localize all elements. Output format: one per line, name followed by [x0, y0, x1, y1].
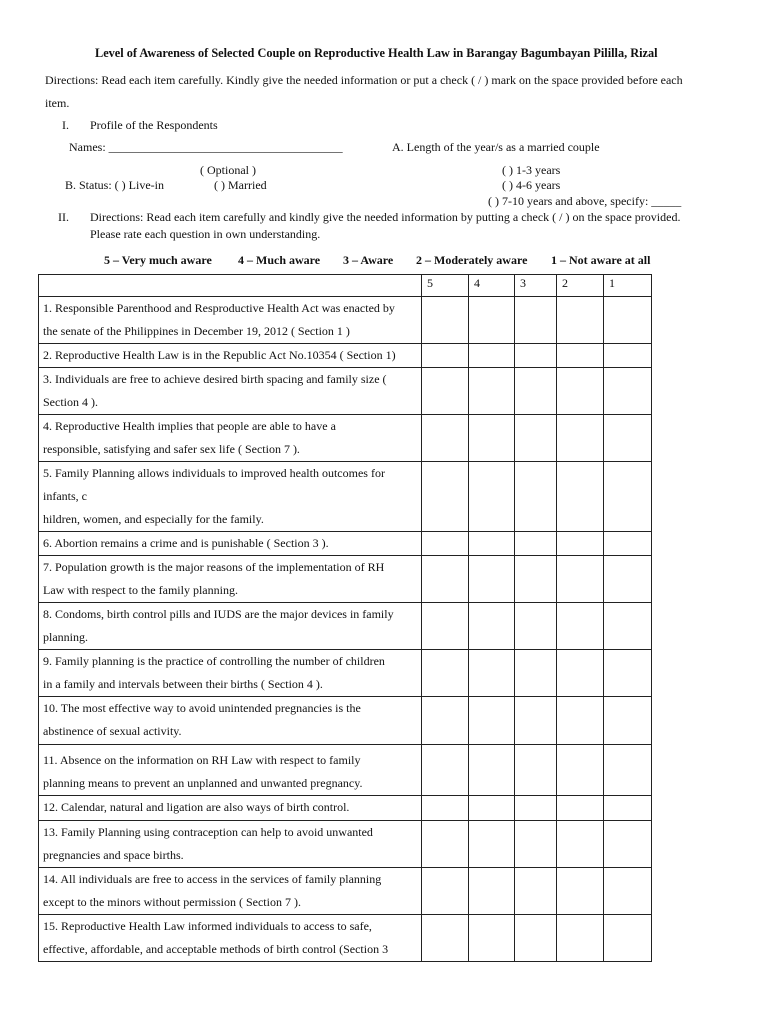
statement-line: 9. Family planning is the practice of controlling the number of children	[43, 654, 385, 668]
years-option-2: ( ) 4-6 years	[502, 178, 561, 192]
rating-cell-4[interactable]	[469, 697, 515, 745]
rating-cell-1[interactable]	[604, 796, 652, 821]
statement-line: 15. Reproductive Health Law informed individuals to access to safe,	[43, 919, 372, 933]
table-row	[39, 697, 652, 745]
rating-cell-2[interactable]	[557, 297, 604, 344]
rating-cell-2[interactable]	[557, 415, 604, 462]
statement-line: Section 4 ).	[43, 395, 98, 409]
scale-legend-2: 2 – Moderately aware	[416, 253, 528, 267]
section-one-heading: Profile of the Respondents	[90, 118, 218, 132]
rating-cell-1[interactable]	[604, 697, 652, 745]
scale-legend-4: 4 – Much aware	[238, 253, 321, 267]
statement-line: planning means to prevent an unplanned and unwanted pregnancy.	[43, 776, 363, 790]
rating-cell-4[interactable]	[469, 415, 515, 462]
section-two-directions: Directions: Read each item carefully and kindly give the needed information by putting a check ( / ) on the space provided.	[90, 210, 681, 224]
rating-cell-4[interactable]	[469, 344, 515, 368]
statement-line: responsible, satisfying and safer sex life ( Section 7 ).	[43, 442, 300, 456]
statement-cell	[39, 462, 422, 532]
statement-cell	[39, 603, 422, 650]
statement-cell	[39, 368, 422, 415]
rating-cell-4[interactable]	[469, 603, 515, 650]
rating-cell-5[interactable]	[422, 297, 469, 344]
document-title: Level of Awareness of Selected Couple on Reproductive Health Law in Barangay Bagumbayan Pililla, Rizal	[95, 46, 658, 60]
statement-line: 10. The most effective way to avoid unintended pregnancies is the	[43, 701, 361, 715]
years-option-3: ( ) 7-10 years and above, specify: _____	[488, 194, 682, 208]
rating-cell-1[interactable]	[604, 415, 652, 462]
statement-line: infants, c	[43, 489, 87, 503]
table-row	[39, 745, 652, 796]
rating-cell-1[interactable]	[604, 532, 652, 556]
statement-line: 1. Responsible Parenthood and Resproductive Health Act was enacted by	[43, 301, 395, 315]
rating-cell-1[interactable]	[604, 556, 652, 603]
statement-line: 8. Condoms, birth control pills and IUDS are the major devices in family	[43, 607, 394, 621]
statement-cell	[39, 915, 422, 962]
rating-cell-3[interactable]	[515, 650, 557, 697]
column-header-4: 4	[469, 275, 515, 297]
table-row	[39, 868, 652, 915]
rating-cell-1[interactable]	[604, 915, 652, 962]
header-blank-cell	[39, 275, 422, 297]
table-row	[39, 603, 652, 650]
rating-cell-4[interactable]	[469, 868, 515, 915]
rating-cell-5[interactable]	[422, 556, 469, 603]
rating-cell-3[interactable]	[515, 868, 557, 915]
statement-line: 5. Family Planning allows individuals to improved health outcomes for	[43, 466, 385, 480]
table-row	[39, 915, 652, 962]
rating-cell-2[interactable]	[557, 697, 604, 745]
rating-cell-5[interactable]	[422, 915, 469, 962]
statement-line: except to the minors without permission ( Section 7 ).	[43, 895, 301, 909]
rating-cell-5[interactable]	[422, 697, 469, 745]
rating-cell-4[interactable]	[469, 462, 515, 532]
rating-cell-4[interactable]	[469, 821, 515, 868]
rating-cell-5[interactable]	[422, 415, 469, 462]
rating-cell-4[interactable]	[469, 368, 515, 415]
statement-line: 14. All individuals are free to access in the services of family planning	[43, 872, 382, 886]
statement-line: 2. Reproductive Health Law is in the Republic Act No.10354 ( Section 1)	[43, 348, 396, 362]
statement-line: the senate of the Philippines in December 19, 2012 ( Section 1 )	[43, 324, 350, 338]
rating-cell-3[interactable]	[515, 915, 557, 962]
rating-cell-1[interactable]	[604, 650, 652, 697]
statement-cell	[39, 796, 422, 821]
rating-cell-4[interactable]	[469, 915, 515, 962]
rating-cell-3[interactable]	[515, 821, 557, 868]
rating-cell-1[interactable]	[604, 344, 652, 368]
statement-cell	[39, 344, 422, 368]
statement-cell	[39, 821, 422, 868]
status-married-option: ( ) Married	[214, 178, 267, 192]
rating-cell-2[interactable]	[557, 821, 604, 868]
statement-line: 6. Abortion remains a crime and is punishable ( Section 3 ).	[43, 536, 329, 550]
rating-cell-2[interactable]	[557, 745, 604, 796]
rating-cell-1[interactable]	[604, 603, 652, 650]
table-row	[39, 821, 652, 868]
statement-cell	[39, 868, 422, 915]
statement-cell	[39, 745, 422, 796]
statement-line: abstinence of sexual activity.	[43, 724, 182, 738]
rating-cell-2[interactable]	[557, 344, 604, 368]
years-option-1: ( ) 1-3 years	[502, 163, 561, 177]
rating-cell-5[interactable]	[422, 462, 469, 532]
rating-cell-1[interactable]	[604, 462, 652, 532]
rating-cell-3[interactable]	[515, 344, 557, 368]
rating-cell-2[interactable]	[557, 915, 604, 962]
statement-line: 13. Family Planning using contraception can help to avoid unwanted	[43, 825, 373, 839]
table-row	[39, 415, 652, 462]
rating-cell-2[interactable]	[557, 368, 604, 415]
statement-line: in a family and intervals between their births ( Section 4 ).	[43, 677, 323, 691]
statement-line: Law with respect to the family planning.	[43, 583, 238, 597]
rating-cell-4[interactable]	[469, 796, 515, 821]
rating-cell-1[interactable]	[604, 297, 652, 344]
table-row	[39, 532, 652, 556]
rating-cell-3[interactable]	[515, 796, 557, 821]
statement-cell	[39, 556, 422, 603]
scale-legend-5: 5 – Very much aware	[104, 253, 212, 267]
status-live-in-option: B. Status: ( ) Live-in	[65, 178, 164, 192]
statement-line: 7. Population growth is the major reasons of the implementation of RH	[43, 560, 385, 574]
rating-cell-3[interactable]	[515, 368, 557, 415]
rating-cell-3[interactable]	[515, 603, 557, 650]
table-row	[39, 344, 652, 368]
rating-cell-2[interactable]	[557, 868, 604, 915]
rating-cell-5[interactable]	[422, 868, 469, 915]
rating-cell-5[interactable]	[422, 650, 469, 697]
rating-cell-4[interactable]	[469, 297, 515, 344]
statement-cell	[39, 697, 422, 745]
table-row	[39, 297, 652, 344]
rating-cell-2[interactable]	[557, 796, 604, 821]
rating-cell-3[interactable]	[515, 556, 557, 603]
column-header-3: 3	[515, 275, 557, 297]
rating-cell-2[interactable]	[557, 462, 604, 532]
scale-legend-1: 1 – Not aware at all	[551, 253, 651, 267]
statement-line: 12. Calendar, natural and ligation are also ways of birth control.	[43, 800, 350, 814]
rating-cell-3[interactable]	[515, 697, 557, 745]
table-row	[39, 650, 652, 697]
rating-cell-2[interactable]	[557, 603, 604, 650]
rating-cell-2[interactable]	[557, 532, 604, 556]
rating-cell-3[interactable]	[515, 745, 557, 796]
section-two-numeral: II.	[58, 210, 69, 224]
table-row	[39, 796, 652, 821]
optional-note: ( Optional )	[200, 163, 256, 177]
rating-cell-5[interactable]	[422, 603, 469, 650]
statement-line: 3. Individuals are free to achieve desired birth spacing and family size (	[43, 372, 387, 386]
statement-cell	[39, 650, 422, 697]
statement-cell	[39, 415, 422, 462]
rating-cell-1[interactable]	[604, 745, 652, 796]
rating-cell-1[interactable]	[604, 868, 652, 915]
rating-cell-5[interactable]	[422, 344, 469, 368]
rating-cell-5[interactable]	[422, 532, 469, 556]
section-two-directions-continued: Please rate each question in own understanding.	[90, 227, 321, 241]
statement-line: planning.	[43, 630, 88, 644]
rating-cell-4[interactable]	[469, 556, 515, 603]
scale-legend-3: 3 – Aware	[343, 253, 394, 267]
rating-cell-4[interactable]	[469, 745, 515, 796]
rating-cell-3[interactable]	[515, 297, 557, 344]
length-of-marriage-label: A. Length of the year/s as a married couple	[392, 140, 600, 154]
column-header-1: 1	[604, 275, 652, 297]
rating-cell-5[interactable]	[422, 821, 469, 868]
statement-cell	[39, 297, 422, 344]
rating-cell-5[interactable]	[422, 368, 469, 415]
statement-line: effective, affordable, and acceptable methods of birth control (Section 3	[43, 942, 389, 956]
rating-cell-2[interactable]	[557, 650, 604, 697]
section-one-numeral: I.	[62, 118, 69, 132]
table-row	[39, 368, 652, 415]
statement-line: 4. Reproductive Health implies that people are able to have a	[43, 419, 336, 433]
rating-cell-3[interactable]	[515, 415, 557, 462]
table-row	[39, 556, 652, 603]
column-header-5: 5	[422, 275, 469, 297]
rating-cell-5[interactable]	[422, 745, 469, 796]
statement-line: pregnancies and space births.	[43, 848, 184, 862]
rating-cell-3[interactable]	[515, 462, 557, 532]
table-row	[39, 462, 652, 532]
directions-text-continued: item.	[45, 96, 70, 110]
rating-cell-3[interactable]	[515, 532, 557, 556]
names-field-label: Names: _______________________________________	[69, 140, 343, 154]
column-header-2: 2	[557, 275, 604, 297]
directions-text: Directions: Read each item carefully. Kindly give the needed information or put a check ( / ) mark on the space provided before each	[45, 73, 683, 87]
statement-line: 11. Absence on the information on RH Law with respect to family	[43, 753, 361, 767]
awareness-rating-table	[38, 274, 652, 962]
rating-cell-5[interactable]	[422, 796, 469, 821]
rating-cell-1[interactable]	[604, 368, 652, 415]
rating-cell-1[interactable]	[604, 821, 652, 868]
rating-cell-4[interactable]	[469, 532, 515, 556]
statement-line: hildren, women, and especially for the family.	[43, 512, 264, 526]
rating-cell-2[interactable]	[557, 556, 604, 603]
rating-cell-4[interactable]	[469, 650, 515, 697]
statement-cell	[39, 532, 422, 556]
table-header-row	[39, 275, 652, 297]
